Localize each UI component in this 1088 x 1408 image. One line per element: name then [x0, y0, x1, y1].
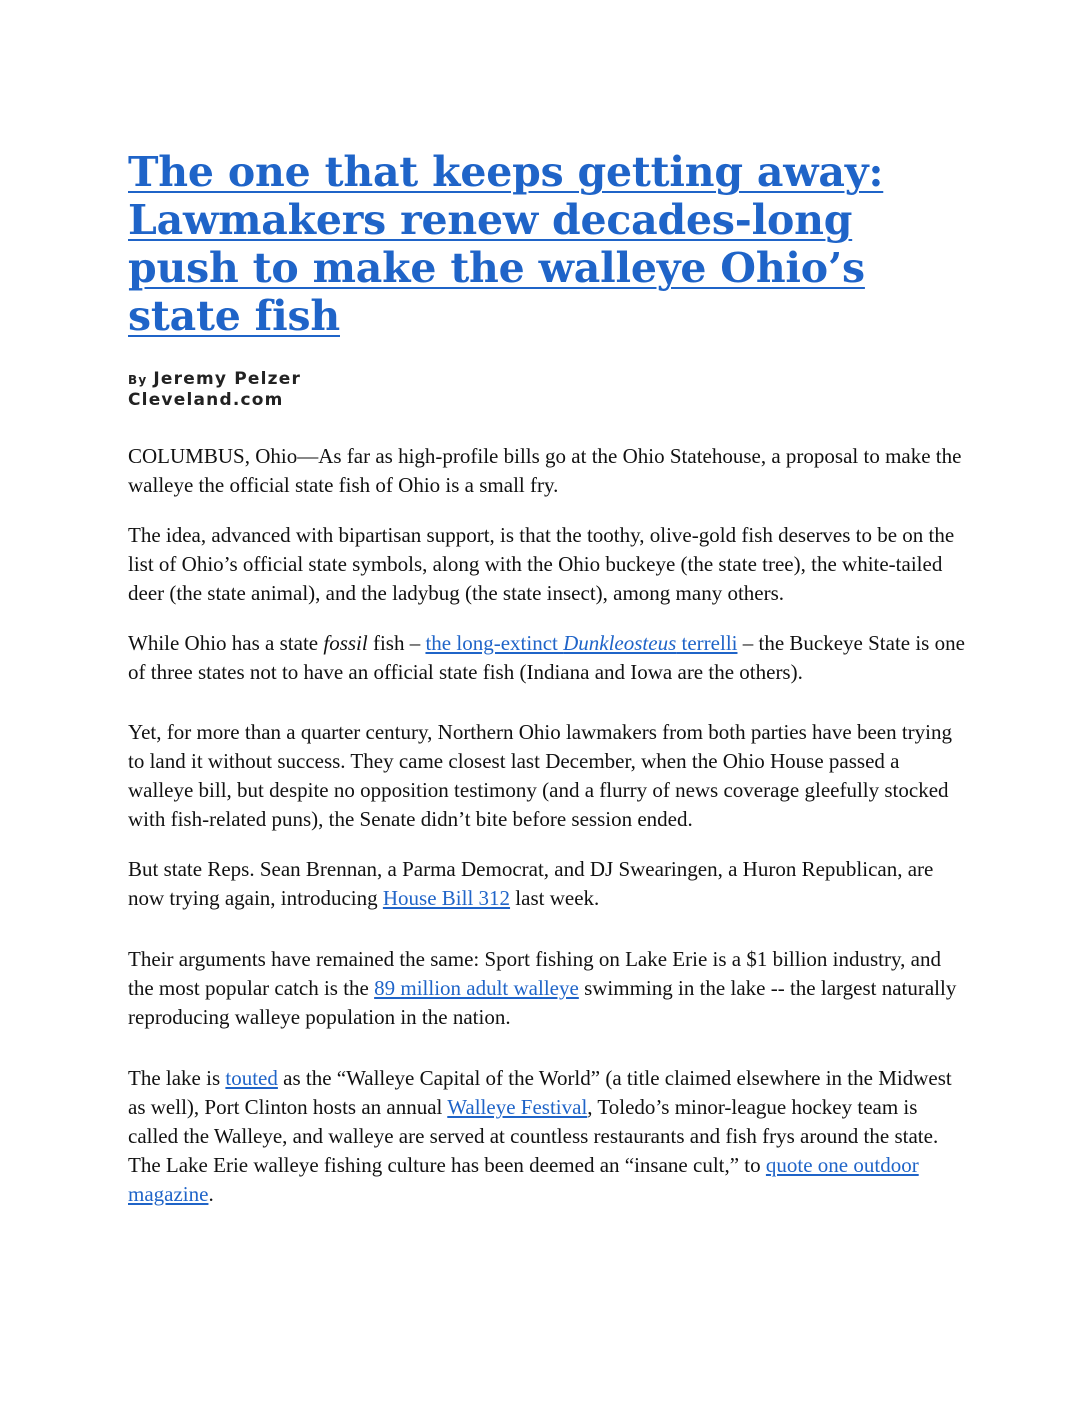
author-name: Jeremy Pelzer — [153, 369, 302, 389]
paragraph-3-text: – the Buckeye State is one of three states not to have an official state fish (Indiana and Iowa are the others). — [128, 631, 965, 684]
dunkleosteus-link[interactable] — [425, 631, 737, 655]
paragraph-7-text: , Toledo’s minor-league hockey team is called the Walleye, and walleye are served at countless restaurants and fish frys around the state. The Lake Erie walleye fishing culture has been deemed an “insane cult,” to — [128, 1095, 939, 1177]
paragraph-1: COLUMBUS, Ohio—As far as high-profile bills go at the Ohio Statehouse, a proposal to make the walleye the official state fish of Ohio is a small fry. — [128, 444, 962, 497]
paragraph-2: The idea, advanced with bipartisan support, is that the toothy, olive-gold fish deserves to be on the list of Ohio’s official state symbols, along with the Ohio buckeye (the state tree), the white-tailed deer (the state animal), and the ladybug (the state insect), among many others. — [128, 523, 955, 605]
paragraph-5-text: last week. — [510, 886, 600, 910]
paragraph-3-text: While Ohio has a state — [128, 631, 324, 655]
paragraph-4: Yet, for more than a quarter century, Northern Ohio lawmakers from both parties have been trying to land it without success. They came closest last December, when the Ohio House passed a walleye bill, but despite no opposition testimony (and a flurry of news coverage gleefully stocked with fish-related puns), the Senate didn’t bite before session ended. — [128, 720, 952, 831]
paragraph-3 — [128, 629, 968, 687]
walleye-population-link[interactable]: 89 million adult walleye — [374, 976, 579, 1000]
article-body — [128, 442, 968, 1209]
paragraph-6-text: swimming in the lake -- the largest naturally reproducing walleye population in the nation. — [128, 976, 957, 1029]
paragraph-7-text: . — [208, 1182, 214, 1206]
paragraph-7-text: as the “Walleye Capital of the World” (a title claimed elsewhere in the Midwest as well), Port Clinton hosts an annual — [128, 1066, 952, 1119]
headline-link[interactable]: The one that keeps getting away: Lawmakers renew decades-long push to make the walleye Ohio’s state fish — [128, 148, 884, 340]
dunkleosteus-link-text: the long-extinct — [425, 631, 564, 655]
paragraph-3-emphasis: fossil — [323, 631, 368, 655]
publication-name: Cleveland.com — [128, 390, 284, 410]
paragraph-6 — [128, 945, 968, 1032]
paragraph-7-text: The lake is — [128, 1066, 226, 1090]
byline-prefix: By — [128, 373, 148, 387]
paragraph-3-text: fish – — [367, 631, 426, 655]
paragraph-6-text: Their arguments have remained the same: Sport fishing on Lake Erie is a $1 billion industry, and the most popular catch is the — [128, 947, 941, 1000]
dunkleosteus-link-text: terrelli — [676, 631, 738, 655]
article — [128, 148, 968, 1209]
byline-author-line — [128, 369, 968, 390]
walleye-festival-link[interactable]: Walleye Festival — [447, 1095, 588, 1119]
paragraph-7 — [128, 1064, 968, 1209]
dunkleosteus-link-emphasis: Dunkleosteus — [563, 631, 677, 655]
paragraph-5 — [128, 855, 968, 913]
touted-link[interactable]: touted — [225, 1066, 278, 1090]
article-headline — [128, 148, 968, 340]
byline — [128, 369, 968, 411]
outdoor-magazine-link[interactable]: quote one outdoor magazine — [128, 1153, 919, 1206]
house-bill-312-link[interactable]: House Bill 312 — [382, 886, 511, 910]
paragraph-5-text: But state Reps. Sean Brennan, a Parma Democrat, and DJ Swearingen, a Huron Republican, are now trying again, introducing — [128, 857, 934, 910]
